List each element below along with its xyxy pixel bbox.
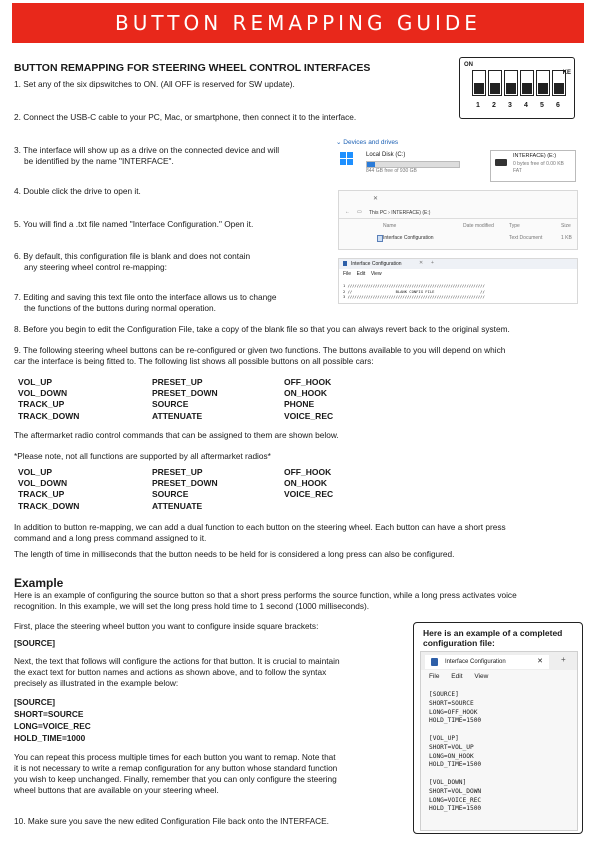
dip-on-label: ON — [464, 62, 473, 68]
buttons-col-2: PRESET_UP PRESET_DOWN SOURCE ATTENUATE — [152, 377, 218, 421]
step-1: 1. Set any of the six dipswitches to ON. (All OFF is reserved for SW update). — [14, 79, 295, 89]
config-example: [SOURCE] SHORT=SOURCE LONG=VOICE_REC HOLD_TIME=1000 — [14, 697, 91, 743]
notepad-tab[interactable]: Interface Configuration — [351, 261, 402, 267]
step-3-line-2: be identified by the name "INTERFACE". — [24, 156, 174, 166]
column-date[interactable]: Date modified — [463, 223, 494, 229]
dual-function-line-2: command and a long press command assigned to it. — [14, 533, 207, 543]
notepad-tab[interactable]: Interface Configuration ✕ — [425, 655, 549, 669]
dip-number: 4 — [524, 102, 528, 109]
long-press-text: The length of time in milliseconds that the button needs to be held for is considered a long press can also be configured. — [14, 549, 455, 559]
step-9-line-2: car the interface is being fitted to. The following list shows all possible buttons on all possible cars: — [14, 356, 374, 366]
menu-view[interactable]: View — [474, 673, 489, 680]
step-8: 8. Before you begin to edit the Configuration File, take a copy of the blank file so that you can always revert back to the original system. — [14, 324, 510, 334]
completed-config-heading: Here is an example of a completed configuration file: — [423, 628, 563, 648]
local-disk-label: Local Disk (C:) — [366, 152, 406, 158]
local-disk-item[interactable] — [340, 150, 462, 182]
dip-number: 6 — [556, 102, 560, 109]
support-note: *Please note, not all functions are supported by all aftermarket radios* — [14, 451, 271, 461]
aftermarket-text: The aftermarket radio control commands that can be assigned to them are shown below. — [14, 430, 339, 440]
dip-number: 5 — [540, 102, 544, 109]
example-heading: Example — [14, 576, 64, 590]
file-explorer-window — [338, 190, 578, 250]
dip-number: 2 — [492, 102, 496, 109]
file-row-size: 1 KB — [561, 235, 572, 241]
menu-edit[interactable]: Edit — [356, 271, 366, 277]
menu-edit[interactable]: Edit — [451, 673, 463, 680]
commands-col-2: PRESET_UP PRESET_DOWN SOURCE ATTENUATE — [152, 467, 218, 511]
interface-drive-free: 0 bytes free of 0.00 KB — [513, 161, 564, 167]
step-4: 4. Double click the drive to open it. — [14, 186, 141, 196]
step-10: 10. Make sure you save the new edited Configuration File back onto the INTERFACE. — [14, 816, 329, 826]
step-9-line-1: 9. The following steering wheel buttons can be re-configured or given two functions. The buttons available to you will depend on which — [14, 345, 506, 355]
commands-col-3: OFF_HOOK ON_HOOK VOICE_REC — [284, 467, 334, 500]
dip-switch-1 — [472, 70, 486, 96]
close-icon[interactable]: ✕ — [419, 260, 424, 266]
column-size[interactable]: Size — [561, 223, 571, 229]
completed-config-box — [413, 622, 583, 834]
repeat-line-3: you wish to keep unchanged. Finally, remember that you can only configure the steering — [14, 774, 337, 784]
dip-switch-5 — [536, 70, 550, 96]
notepad-menu — [429, 673, 498, 680]
notepad-menu — [343, 271, 382, 277]
commands-col-1: VOL_UP VOL_DOWN TRACK_UP TRACK_DOWN — [18, 467, 80, 511]
notepad-content[interactable]: 1 //////////////////////////////////////////////////////////// 2 // BLANK CONFIG FILE // 3 //////////////////////////////////////////////////////////// — [343, 283, 485, 299]
step-3-line-1: 3. The interface will show up as a drive on the connected device and will — [14, 145, 280, 155]
dip-switch-illustration — [459, 57, 575, 119]
completed-notepad-window — [420, 651, 578, 831]
source-tag: [SOURCE] — [14, 638, 56, 648]
notepad-icon — [343, 261, 347, 266]
dip-switch-3 — [504, 70, 518, 96]
monitor-icon: ▭ — [357, 209, 362, 215]
next-line-2: the exact text for button names and actions as shown above, and to follow the syntax — [14, 667, 327, 677]
menu-file[interactable]: File — [429, 673, 440, 680]
dip-switch-2 — [488, 70, 502, 96]
local-disk-usage-bar — [366, 161, 460, 168]
file-row-type: Text Document — [509, 235, 543, 241]
dip-number: 3 — [508, 102, 512, 109]
step-2: 2. Connect the USB-C cable to your PC, Mac, or smartphone, then connect it to the interface. — [14, 112, 357, 122]
plus-icon[interactable]: + — [431, 260, 434, 266]
back-arrow-icon[interactable]: ← — [345, 209, 350, 215]
chevron-down-icon: ⌄ — [336, 139, 344, 146]
step-5: 5. You will find a .txt file named "Interface Configuration." Open it. — [14, 219, 254, 229]
menu-view[interactable]: View — [370, 271, 382, 277]
section-title: BUTTON REMAPPING FOR STEERING WHEEL CONTROL INTERFACES — [14, 62, 371, 74]
close-icon[interactable]: ✕ — [373, 196, 379, 202]
interface-drive-item[interactable] — [490, 150, 576, 182]
local-disk-free: 844 GB free of 930 GB — [366, 168, 417, 174]
dual-function-line-1: In addition to button re-mapping, we can add a dual function to each button on the steering wheel. Each button can have a short press — [14, 522, 506, 532]
drive-icon — [495, 159, 507, 166]
repeat-line-4: wheel buttons that are available on your steering wheel. — [14, 785, 219, 795]
blank-config-notepad — [338, 258, 578, 304]
completed-config-content[interactable]: [SOURCE] SHORT=SOURCE LONG=OFF_HOOK HOLD_TIME=1500 [VOL_UP] SHORT=VOL_UP LONG=ON_HOOK HOLD_TIME=1500 [VOL_DOWN] SHORT=VOL_DOWN LONG=VOICE_REC HOLD_TIME=1500 — [429, 691, 482, 813]
step-7-line-1: 7. Editing and saving this text file onto the interface allows us to change — [14, 292, 277, 302]
dip-side-label: KE — [562, 70, 571, 76]
column-type[interactable]: Type — [509, 223, 520, 229]
file-row-name[interactable]: Interface Configuration — [383, 235, 434, 241]
step-6-line-2: any steering wheel control re-mapping: — [24, 262, 167, 272]
buttons-col-3: OFF_HOOK ON_HOOK PHONE VOICE_REC — [284, 377, 334, 421]
interface-drive-label: INTERFACE) (E:) — [513, 153, 557, 159]
example-line-1: Here is an example of configuring the source button so that a short press performs the source function, while a long press activates voice — [14, 590, 517, 600]
step-7-line-2: the functions of the buttons during normal operation. — [24, 303, 216, 313]
interface-drive-fs: FAT — [513, 168, 522, 174]
repeat-line-1: You can repeat this process multiple times for each button you want to remap. Note that — [14, 752, 336, 762]
next-line-1: Next, the text that follows will configure the actions for that button. It is crucial to maintain — [14, 656, 340, 666]
dip-number: 1 — [476, 102, 480, 109]
notepad-icon — [431, 658, 438, 666]
example-line-2: recognition. In this example, we will set the long press hold time to 1 second (1000 milliseconds). — [14, 601, 370, 611]
buttons-col-1: VOL_UP VOL_DOWN TRACK_UP TRACK_DOWN — [18, 377, 80, 421]
column-name[interactable]: Name — [383, 223, 397, 229]
tab-bar — [421, 652, 577, 670]
windows-drive-icon — [340, 152, 354, 166]
menu-file[interactable]: File — [343, 271, 352, 277]
address-breadcrumb[interactable]: This PC › INTERFACE) (E:) — [369, 210, 431, 216]
next-line-3: precisely as illustrated in the example below: — [14, 678, 179, 688]
step-6-line-1: 6. By default, this configuration file is blank and does not contain — [14, 251, 251, 261]
repeat-line-2: it is not necessary to write a remap configuration for any button whose standard function — [14, 763, 338, 773]
devices-and-drives-panel — [336, 138, 576, 186]
close-icon[interactable]: ✕ — [537, 658, 543, 665]
devices-title: ⌄ Devices and drives — [336, 139, 399, 146]
plus-icon[interactable]: + — [561, 655, 566, 664]
dip-switch-4 — [520, 70, 534, 96]
page-title: BUTTON REMAPPING GUIDE — [12, 3, 584, 43]
first-step-text: First, place the steering wheel button you want to configure inside square brackets: — [14, 621, 319, 631]
